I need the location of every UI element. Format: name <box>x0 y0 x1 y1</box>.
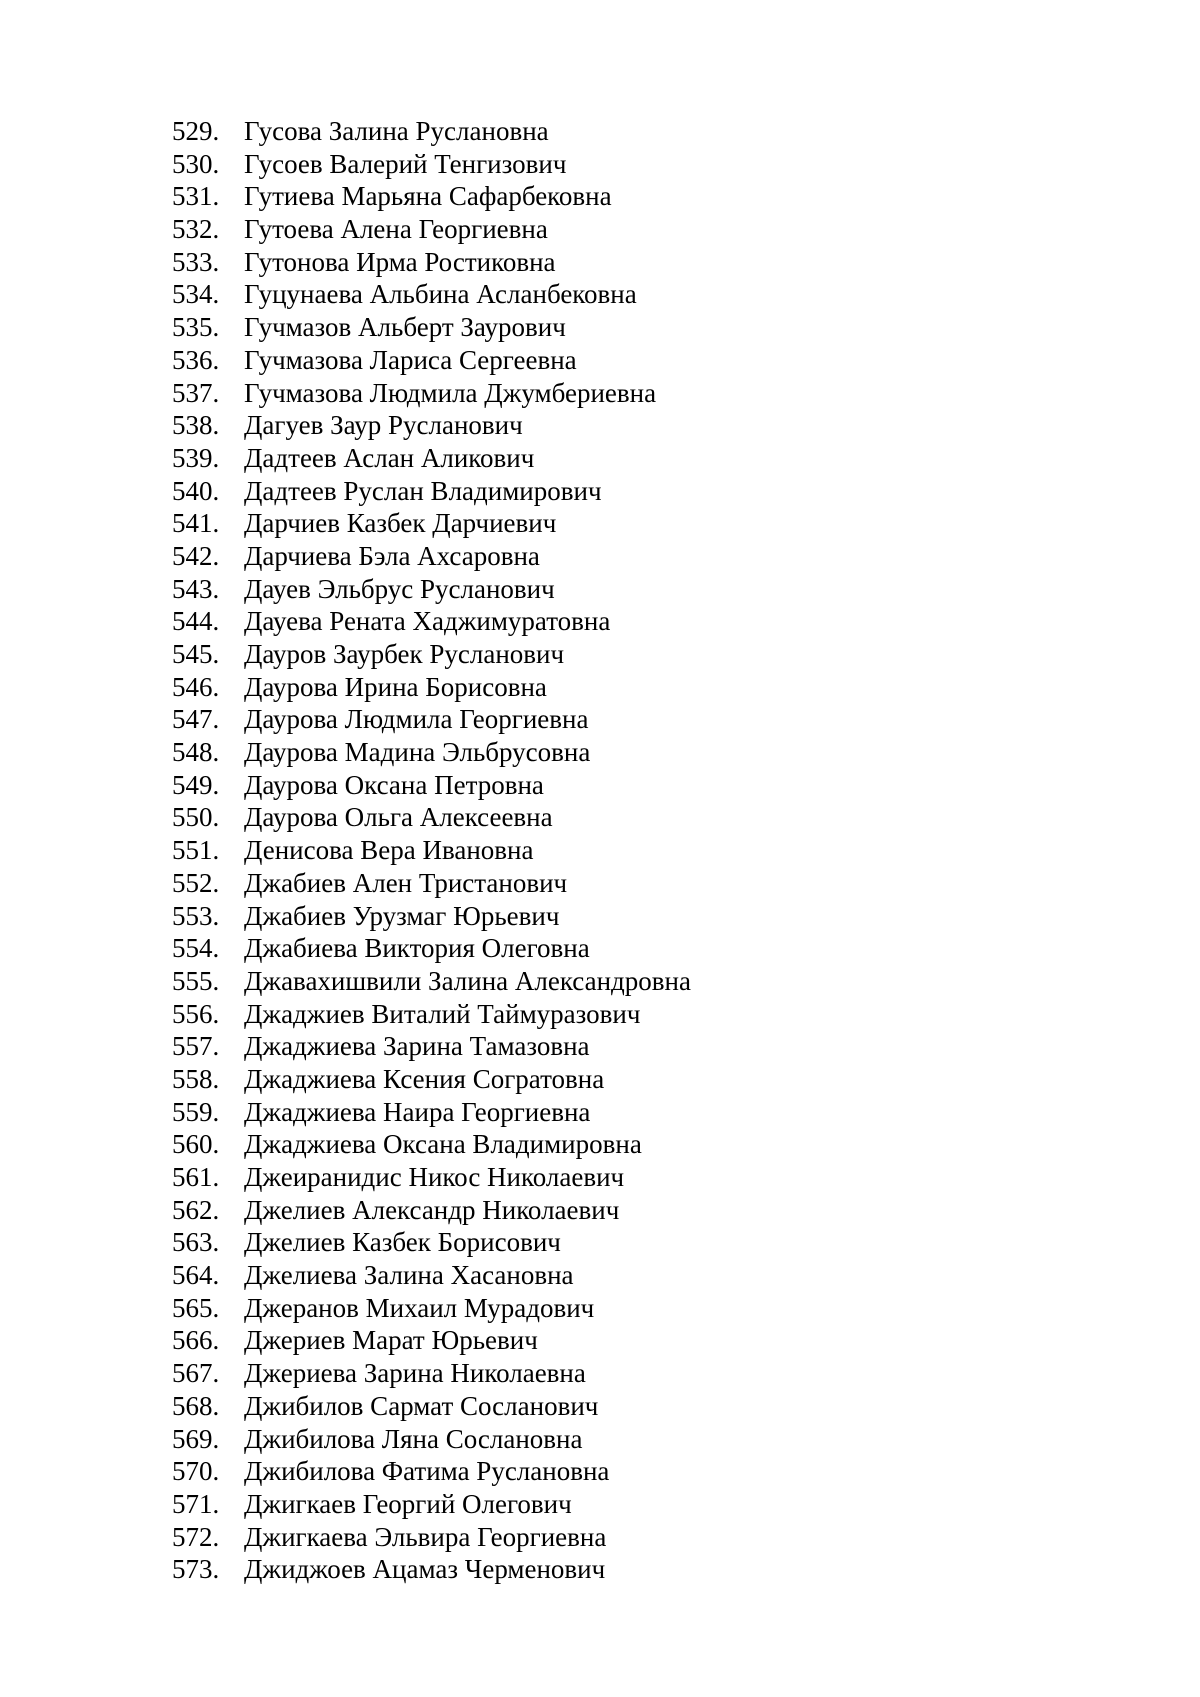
list-item <box>172 1357 691 1390</box>
entry-name: Джигкаева Эльвира Георгиевна <box>244 1521 607 1552</box>
entry-name: Даурова Оксана Петровна <box>244 769 544 800</box>
entry-name: Джаджиев Виталий Таймуразович <box>244 998 641 1029</box>
list-item <box>172 932 691 965</box>
entry-name: Джабиев Урузмаг Юрьевич <box>244 900 560 931</box>
entry-name: Джелиев Казбек Борисович <box>244 1227 561 1258</box>
list-item <box>172 671 691 704</box>
entry-number: 567. <box>172 1358 220 1389</box>
entry-number: 530. <box>172 148 220 179</box>
list-item <box>172 1194 691 1227</box>
list-item <box>172 507 691 540</box>
list-item <box>172 115 691 148</box>
entry-number: 545. <box>172 639 220 669</box>
list-item <box>172 377 691 410</box>
list-item <box>172 1128 691 1161</box>
entry-number: 549. <box>172 769 220 800</box>
entry-name: Гуцунаева Альбина Асланбековна <box>244 279 637 310</box>
list-item <box>172 769 691 802</box>
entry-number: 558. <box>172 1063 220 1094</box>
entry-name: Гусоев Валерий Тенгизович <box>244 148 567 179</box>
entry-number: 553. <box>172 900 220 931</box>
entry-name: Даурова Людмила Георгиевна <box>244 704 589 735</box>
entry-number: 571. <box>172 1488 220 1519</box>
list-item <box>172 1455 691 1488</box>
entry-name: Джериев Марат Юрьевич <box>244 1325 538 1356</box>
entry-number: 565. <box>172 1292 220 1323</box>
entry-name: Джериева Зарина Николаевна <box>244 1358 586 1389</box>
list-item <box>172 1259 691 1292</box>
entry-number: 572. <box>172 1521 220 1552</box>
list-item <box>172 1292 691 1325</box>
entry-number: 543. <box>172 573 220 604</box>
entry-name: Дауев Эльбрус Русланович <box>244 573 555 604</box>
entry-name: Джаджиева Ксения Согратовна <box>244 1063 605 1094</box>
list-item <box>172 1390 691 1423</box>
entry-number: 532. <box>172 214 220 245</box>
list-item <box>172 409 691 442</box>
entry-name: Джеранов Михаил Мурадович <box>244 1292 595 1323</box>
list-item <box>172 1488 691 1521</box>
entry-number: 537. <box>172 377 220 408</box>
entry-number: 542. <box>172 540 220 571</box>
entry-name: Джибилов Сармат Сосланович <box>244 1390 599 1421</box>
entry-number: 550. <box>172 802 220 833</box>
entry-name: Дагуев Заур Русланович <box>244 410 523 441</box>
entry-number: 562. <box>172 1194 220 1225</box>
list-item <box>172 1096 691 1129</box>
entry-number: 534. <box>172 279 220 310</box>
entry-number: 536. <box>172 344 220 375</box>
entry-name: Дауева Рената Хаджимуратовна <box>244 606 611 637</box>
entry-number: 547. <box>172 704 220 735</box>
list-item <box>172 801 691 834</box>
entry-name: Дарчиев Казбек Дарчиевич <box>244 508 557 539</box>
entry-name: Джигкаев Георгий Олегович <box>244 1488 572 1519</box>
entry-number: 566. <box>172 1325 220 1356</box>
entry-name: Денисова Вера Ивановна <box>244 835 534 866</box>
list-item <box>172 867 691 900</box>
list-item <box>172 900 691 933</box>
entry-name: Даурова Мадина Эльбрусовна <box>244 737 591 768</box>
entry-number: 569. <box>172 1423 220 1454</box>
entry-name: Дауров Заурбек Русланович <box>244 639 565 669</box>
list-item <box>172 605 691 638</box>
entry-name: Гусова Залина Руслановна <box>244 116 549 146</box>
entry-name: Джабиев Ален Тристанович <box>244 867 568 898</box>
entry-number: 570. <box>172 1456 220 1487</box>
list-item <box>172 213 691 246</box>
list-item <box>172 180 691 213</box>
list-item <box>172 246 691 279</box>
entry-name: Даурова Ирина Борисовна <box>244 671 547 702</box>
entry-number: 561. <box>172 1162 220 1192</box>
entry-name: Дадтеев Руслан Владимирович <box>244 475 602 506</box>
entry-number: 539. <box>172 442 220 473</box>
entry-number: 529. <box>172 116 220 146</box>
list-item <box>172 1423 691 1456</box>
list-item <box>172 834 691 867</box>
list-item <box>172 703 691 736</box>
list-item <box>172 736 691 769</box>
entry-name: Джиджоев Ацамаз Черменович <box>244 1554 606 1585</box>
list-item <box>172 475 691 508</box>
entry-number: 560. <box>172 1129 220 1160</box>
entry-number: 573. <box>172 1554 220 1585</box>
entry-number: 563. <box>172 1227 220 1258</box>
entry-number: 533. <box>172 246 220 277</box>
entry-name: Даурова Ольга Алексеевна <box>244 802 553 833</box>
entry-number: 564. <box>172 1260 220 1291</box>
entry-name: Гучмазов Альберт Заурович <box>244 312 566 343</box>
list-item <box>172 1161 691 1194</box>
list-item <box>172 1063 691 1096</box>
entry-name: Гутиева Марьяна Сафарбековна <box>244 181 612 212</box>
list-item <box>172 540 691 573</box>
entry-number: 548. <box>172 737 220 768</box>
entry-name: Гучмазова Лариса Сергеевна <box>244 344 577 375</box>
entry-name: Гутоева Алена Георгиевна <box>244 214 548 245</box>
entry-number: 552. <box>172 867 220 898</box>
entry-name: Джелиев Александр Николаевич <box>244 1194 620 1225</box>
entry-name: Гучмазова Людмила Джумбериевна <box>244 377 657 408</box>
list-item <box>172 1324 691 1357</box>
list-item <box>172 998 691 1031</box>
entry-name: Джаджиева Наира Георгиевна <box>244 1096 591 1127</box>
entry-number: 559. <box>172 1096 220 1127</box>
entry-number: 554. <box>172 933 220 964</box>
entry-name: Джавахишвили Залина Александровна <box>244 965 691 996</box>
entry-name: Джибилова Ляна Сослановна <box>244 1423 583 1454</box>
list-item <box>172 311 691 344</box>
entry-number: 557. <box>172 1031 220 1062</box>
entry-number: 544. <box>172 606 220 637</box>
entry-number: 551. <box>172 835 220 866</box>
entry-number: 568. <box>172 1390 220 1421</box>
entry-number: 541. <box>172 508 220 539</box>
list-item <box>172 1553 691 1586</box>
list-item <box>172 1030 691 1063</box>
list-item <box>172 1226 691 1259</box>
entry-name: Дадтеев Аслан Аликович <box>244 442 535 473</box>
name-list <box>172 115 691 1586</box>
entry-number: 531. <box>172 181 220 212</box>
list-item <box>172 148 691 181</box>
entry-name: Джаджиева Оксана Владимировна <box>244 1129 642 1160</box>
entry-number: 538. <box>172 410 220 441</box>
entry-number: 556. <box>172 998 220 1029</box>
entry-name: Джибилова Фатима Руслановна <box>244 1456 610 1487</box>
entry-name: Гутонова Ирма Ростиковна <box>244 246 556 277</box>
entry-name: Джелиева Залина Хасановна <box>244 1260 574 1291</box>
list-item <box>172 442 691 475</box>
entry-number: 540. <box>172 475 220 506</box>
entry-number: 555. <box>172 965 220 996</box>
list-item <box>172 278 691 311</box>
list-item <box>172 638 691 671</box>
list-item <box>172 1521 691 1554</box>
list-item <box>172 965 691 998</box>
entry-name: Джабиева Виктория Олеговна <box>244 933 590 964</box>
entry-name: Дарчиева Бэла Ахсаровна <box>244 540 540 571</box>
entry-name: Джаджиева Зарина Тамазовна <box>244 1031 590 1062</box>
entry-number: 546. <box>172 671 220 702</box>
list-item <box>172 573 691 606</box>
entry-number: 535. <box>172 312 220 343</box>
entry-name: Джеиранидис Никос Николаевич <box>244 1162 625 1192</box>
list-item <box>172 344 691 377</box>
